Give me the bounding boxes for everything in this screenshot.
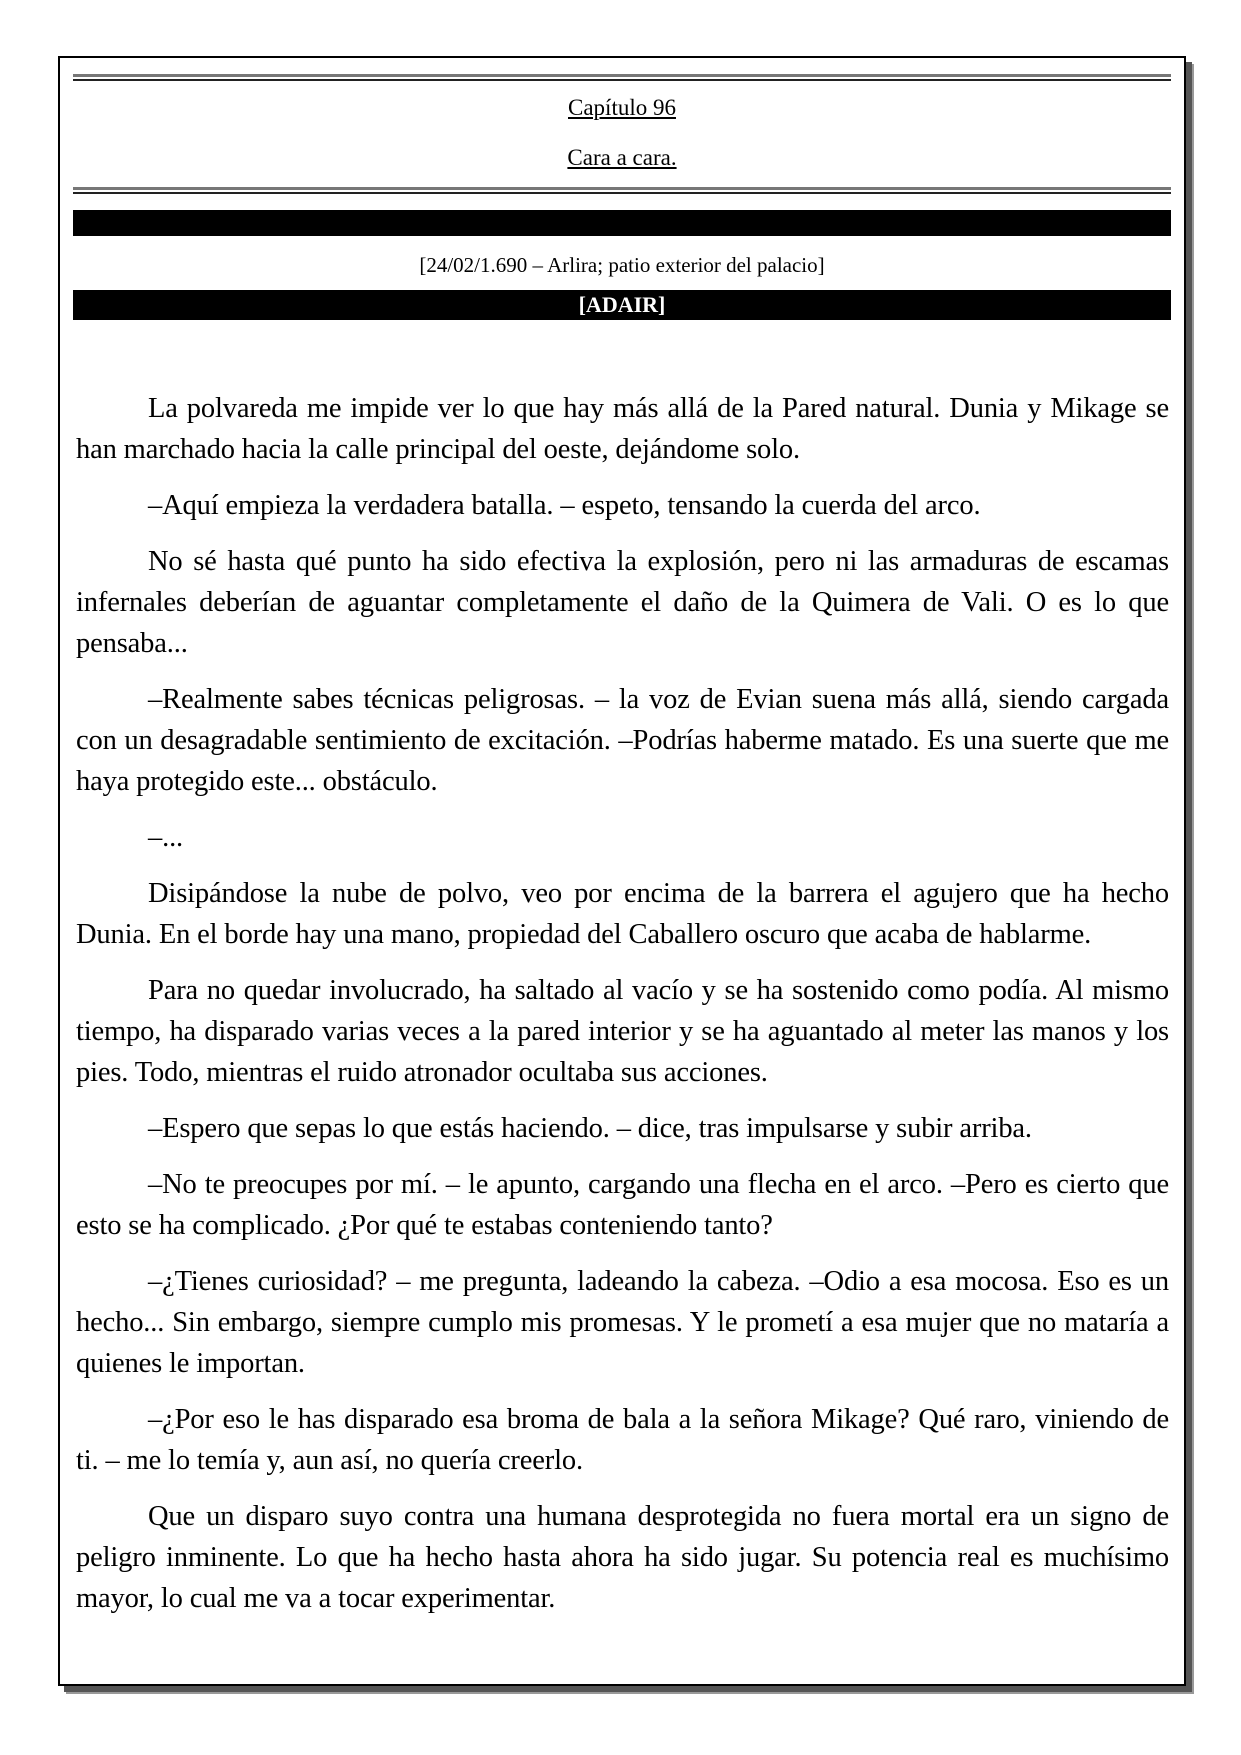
paragraph: La polvareda me impide ver lo que hay más allá de la Pared natural. Dunia y Mikage se han marchado hacia la calle principal del oeste, dejándome solo. (76, 393, 1169, 465)
page-frame (58, 56, 1186, 1686)
paragraph: No sé hasta qué punto ha sido efectiva la explosión, pero ni las armaduras de escamas infernales deberían de aguantar completamente el daño de la Quimera de Vali. O es lo que pensaba... (76, 546, 1169, 659)
chapter-title: Cara a cara. (567, 145, 677, 170)
paragraph: –Aquí empieza la verdadera batalla. – espeto, tensando la cuerda del arco. (148, 490, 981, 521)
pov-bar: [ADAIR] (73, 290, 1171, 320)
section-black-bar (73, 210, 1171, 236)
bottom-double-rule (73, 187, 1171, 194)
paragraph: –Realmente sabes técnicas peligrosas. – la voz de Evian suena más allá, siendo cargada con un desagradable sentimiento de excitación. –Podrías haberme matado. Es una suerte que me haya protegido este... obstáculo. (76, 684, 1169, 797)
paragraph: Disipándose la nube de polvo, veo por encima de la barrera el agujero que ha hecho Dunia. En el borde hay una mano, propiedad del Caballero oscuro que acaba de hablarme. (76, 878, 1169, 950)
paragraph: Que un disparo suyo contra una humana desprotegida no fuera mortal era un signo de peligro inminente. Lo que ha hecho hasta ahora ha sido jugar. Su potencia real es muchísimo mayor, lo cual me va a tocar experimentar. (76, 1501, 1169, 1614)
paragraph: Para no quedar involucrado, ha saltado al vacío y se ha sostenido como podía. Al mismo tiempo, ha disparado varias veces a la pared interior y se ha aguantado al meter las manos y los pies. Todo, mientras el ruido atronador ocultaba sus acciones. (76, 975, 1169, 1088)
scene-date-location: [24/02/1.690 – Arlira; patio exterior del palacio] (419, 253, 825, 277)
paragraph: –... (148, 822, 184, 853)
paragraph: –¿Tienes curiosidad? – me pregunta, ladeando la cabeza. –Odio a esa mocosa. Eso es un hecho... Sin embargo, siempre cumplo mis promesas. Y le prometí a esa mujer que no mataría a quienes le importan. (76, 1266, 1169, 1379)
paragraph: –Espero que sepas lo que estás haciendo. – dice, tras impulsarse y subir arriba. (148, 1113, 1032, 1144)
top-double-rule (73, 74, 1171, 81)
paragraph: –No te preocupes por mí. – le apunto, cargando una flecha en el arco. –Pero es cierto que esto se ha complicado. ¿Por qué te estabas conteniendo tanto? (76, 1169, 1169, 1241)
chapter-body (76, 388, 1169, 1634)
chapter-header (73, 74, 1171, 320)
chapter-number: Capítulo 96 (568, 95, 676, 120)
paragraph: –¿Por eso le has disparado esa broma de bala a la señora Mikage? Qué raro, viniendo de ti. – me lo temía y, aun así, no quería creerlo. (76, 1404, 1169, 1476)
